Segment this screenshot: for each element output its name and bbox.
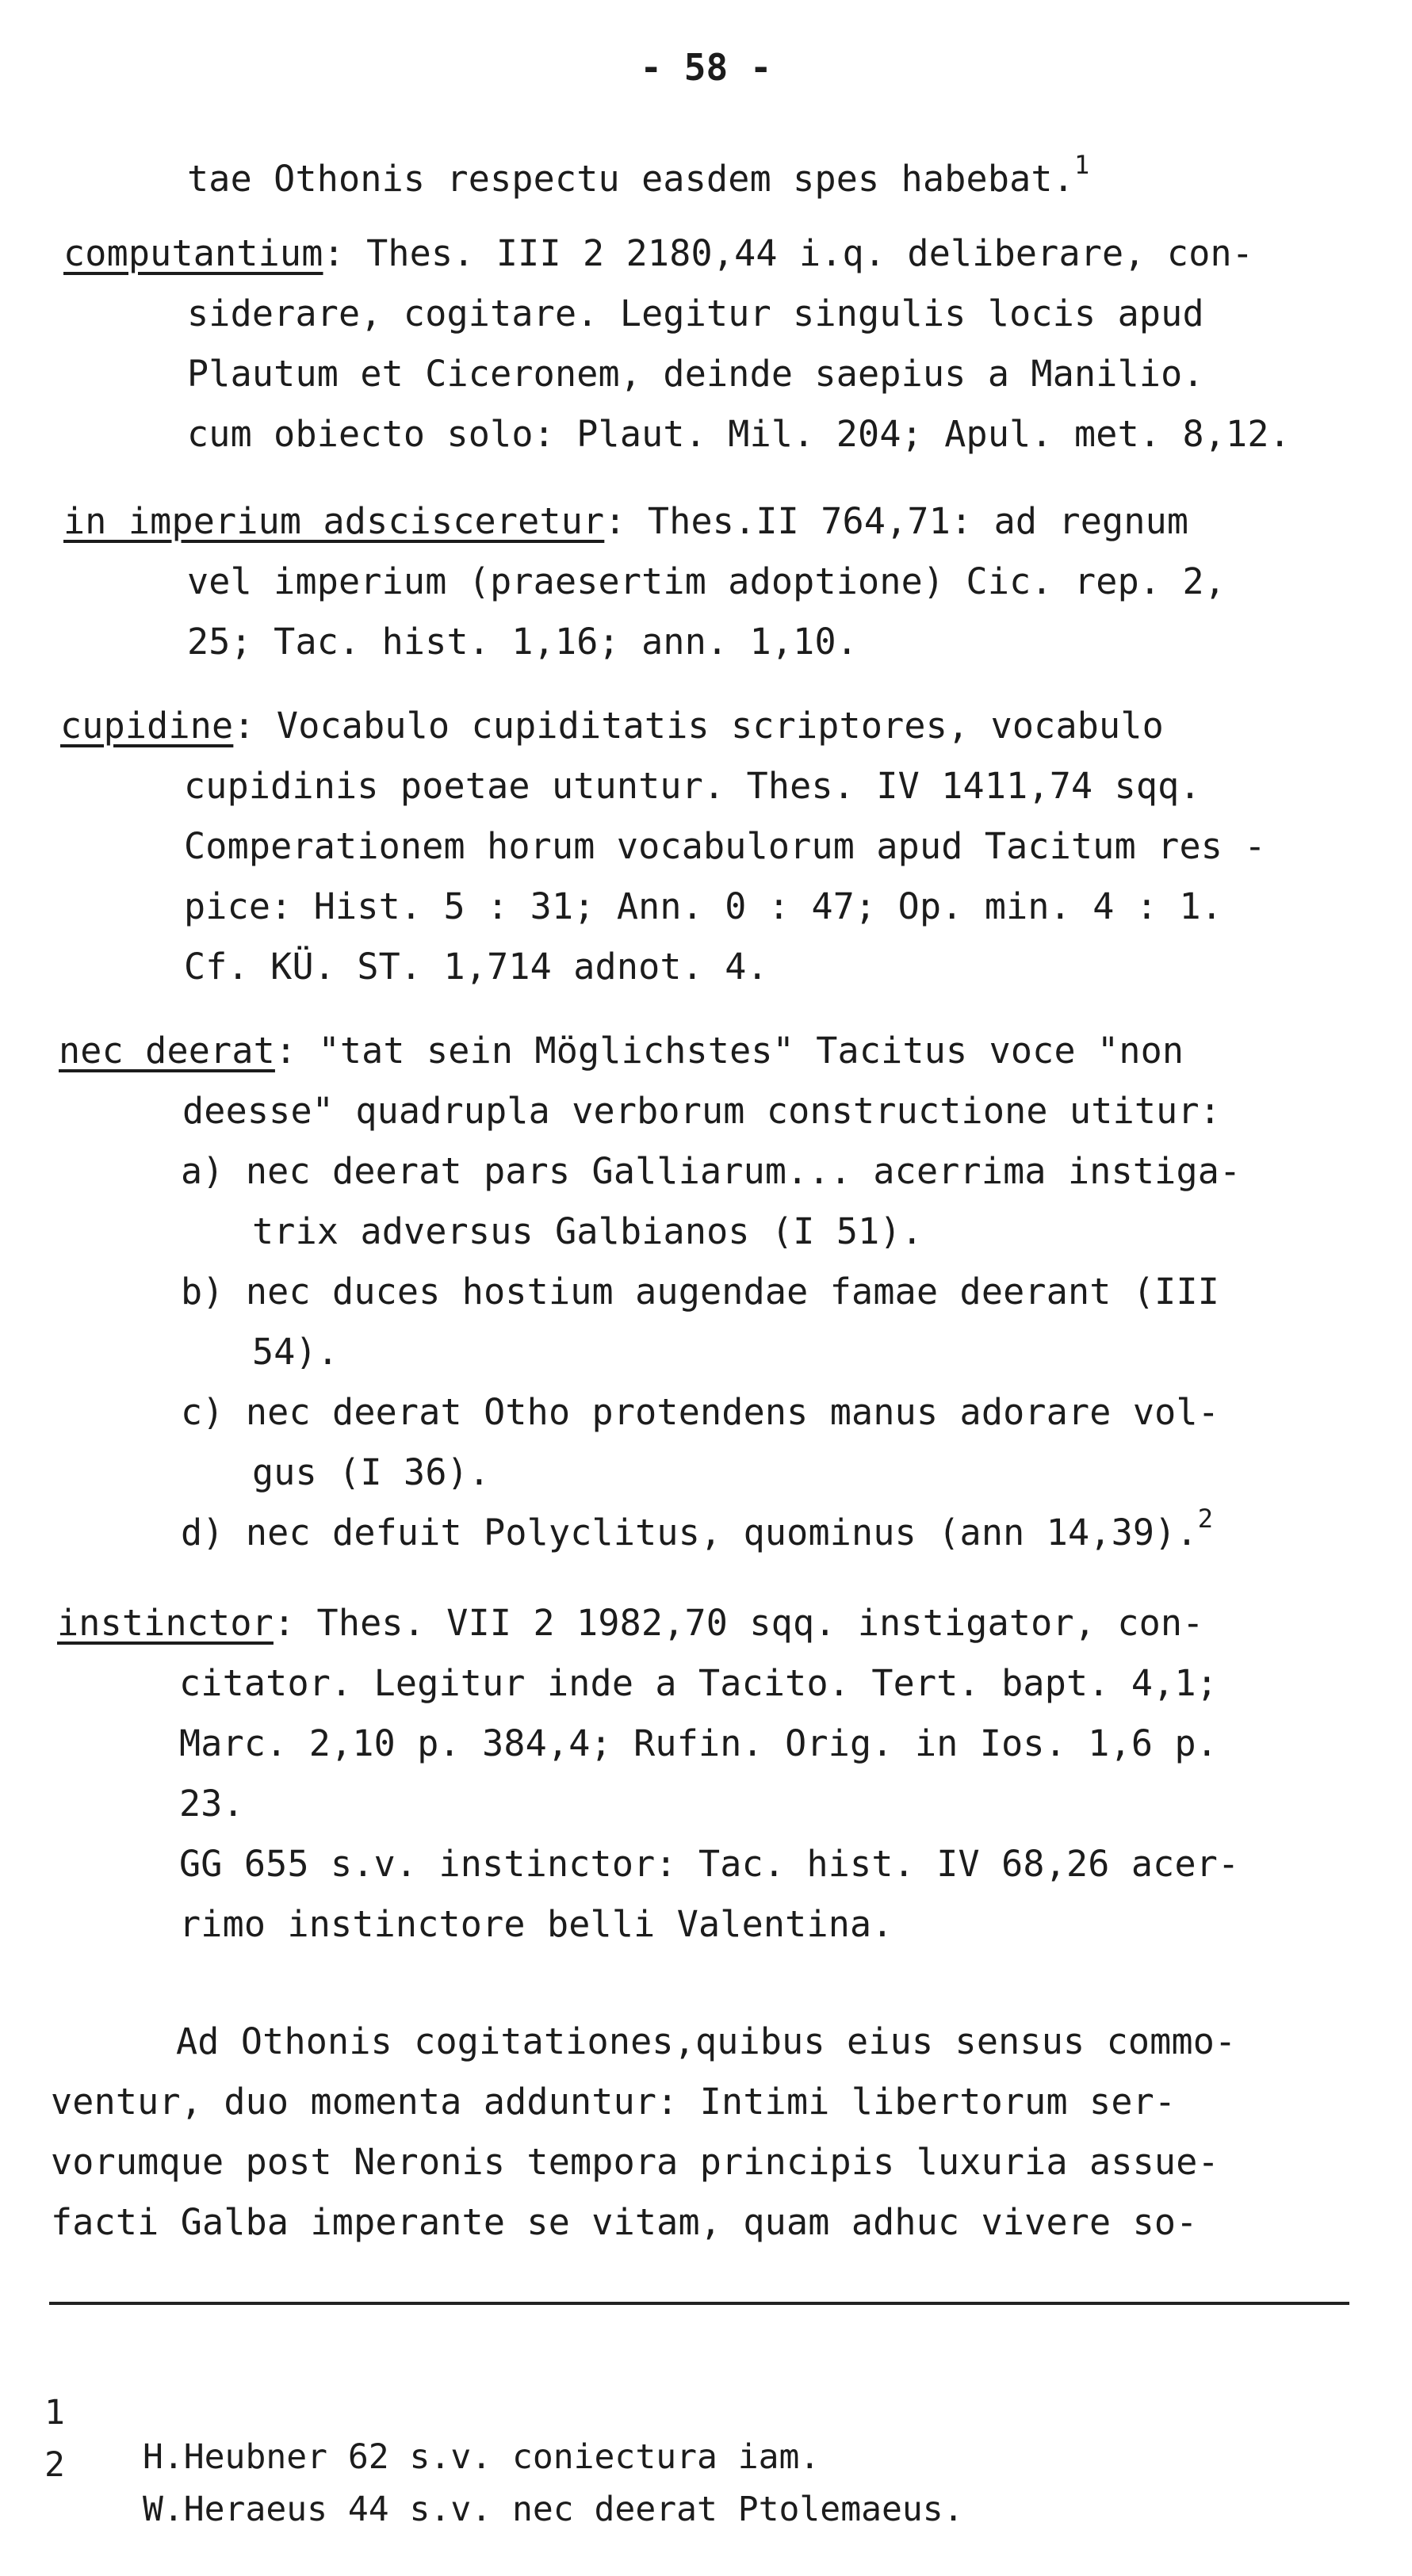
list-item: a) nec deerat pars Galliarum... acerrima instiga- bbox=[181, 1150, 1242, 1192]
paragraph-line: ventur, duo momenta adduntur: Intimi libertorum ser- bbox=[51, 2081, 1177, 2123]
lemma: computantium bbox=[63, 232, 323, 274]
text-line: GG 655 s.v. instinctor: Tac. hist. IV 68,26 acer- bbox=[179, 1843, 1240, 1885]
list-item: c) nec deerat Otho protendens manus adorare vol- bbox=[181, 1391, 1220, 1433]
text-line: Cf. KÜ. ST. 1,714 adnot. 4. bbox=[184, 946, 768, 988]
text-line: tae Othonis respectu easdem spes habebat.$^1$ bbox=[187, 150, 1090, 200]
list-item: b) nec duces hostium augendae famae deerant (III bbox=[181, 1271, 1220, 1313]
text-line: Marc. 2,10 p. 384,4; Rufin. Orig. in Ios. 1,6 p. bbox=[179, 1722, 1219, 1764]
footnote-number: 1 bbox=[44, 2393, 65, 2433]
text-line: trix adversus Galbianos (I 51). bbox=[252, 1210, 924, 1252]
text-line: gus (I 36). bbox=[252, 1451, 491, 1493]
lemma: in imperium adscisceretur bbox=[63, 500, 605, 542]
lemma-entry-line: computantium: Thes. III 2 2180,44 i.q. deliberare, con- bbox=[63, 232, 1254, 274]
footnote-ref: 1 bbox=[1073, 150, 1090, 180]
text-line: siderare, cogitare. Legitur singulis locis apud bbox=[187, 292, 1204, 334]
text-line: Plautum et Ciceronem, deinde saepius a Manilio. bbox=[187, 353, 1204, 395]
lemma: instinctor bbox=[57, 1602, 274, 1644]
lemma: cupidine bbox=[60, 705, 234, 747]
footnote bbox=[0, 2346, 1412, 2477]
text-line: Comperationem horum vocabulorum apud Tacitum res - bbox=[184, 825, 1266, 867]
text-line: vel imperium (praesertim adoptione) Cic. rep. 2, bbox=[187, 560, 1226, 602]
footnote-ref: 2 bbox=[1197, 1504, 1214, 1534]
text-line: cupidinis poetae utuntur. Thes. IV 1411,74 sqq. bbox=[184, 765, 1201, 807]
footnote-separator bbox=[49, 2302, 1349, 2305]
text-line: cum obiecto solo: Plaut. Mil. 204; Apul. met. 8,12. bbox=[187, 413, 1291, 455]
text-line: pice: Hist. 5 : 31; Ann. 0 : 47; Op. min. 4 : 1. bbox=[184, 885, 1223, 927]
lemma: nec deerat bbox=[59, 1030, 275, 1072]
text-line: rimo instinctore belli Valentina. bbox=[179, 1903, 894, 1945]
lemma-entry-line: nec deerat: "tat sein Möglichstes" Tacitus voce "non bbox=[59, 1030, 1184, 1072]
lemma-entry-line: in imperium adscisceretur: Thes.II 764,71: ad regnum bbox=[63, 500, 1189, 542]
footnote-text: W.Heraeus 44 s.v. nec deerat Ptolemaeus. bbox=[143, 2490, 964, 2529]
paragraph-line: vorumque post Neronis tempora principis luxuria assue- bbox=[51, 2141, 1219, 2183]
page-number: - 58 - bbox=[640, 46, 772, 89]
text-line: citator. Legitur inde a Tacito. Tert. bapt. 4,1; bbox=[179, 1662, 1219, 1704]
list-item: d) nec defuit Polyclitus, quominus (ann 14,39).$^2$ bbox=[181, 1504, 1214, 1554]
lemma-entry-line: cupidine: Vocabulo cupiditatis scriptores, vocabulo bbox=[60, 705, 1164, 747]
footnote-number: 2 bbox=[44, 2445, 65, 2485]
text-line: 54). bbox=[252, 1331, 339, 1373]
text-line: 25; Tac. hist. 1,16; ann. 1,10. bbox=[187, 621, 859, 663]
text-line: deesse" quadrupla verborum constructione utitur: bbox=[182, 1090, 1222, 1132]
lemma-entry-line: instinctor: Thes. VII 2 1982,70 sqq. instigator, con- bbox=[57, 1602, 1204, 1644]
footnote-text: H.Heubner 62 s.v. coniectura iam. bbox=[143, 2437, 821, 2477]
paragraph-line: facti Galba imperante se vitam, quam adhuc vivere so- bbox=[51, 2201, 1198, 2243]
paragraph-line: Ad Othonis cogitationes,quibus eius sensus commo- bbox=[176, 2020, 1237, 2062]
text-line: 23. bbox=[179, 1783, 244, 1825]
